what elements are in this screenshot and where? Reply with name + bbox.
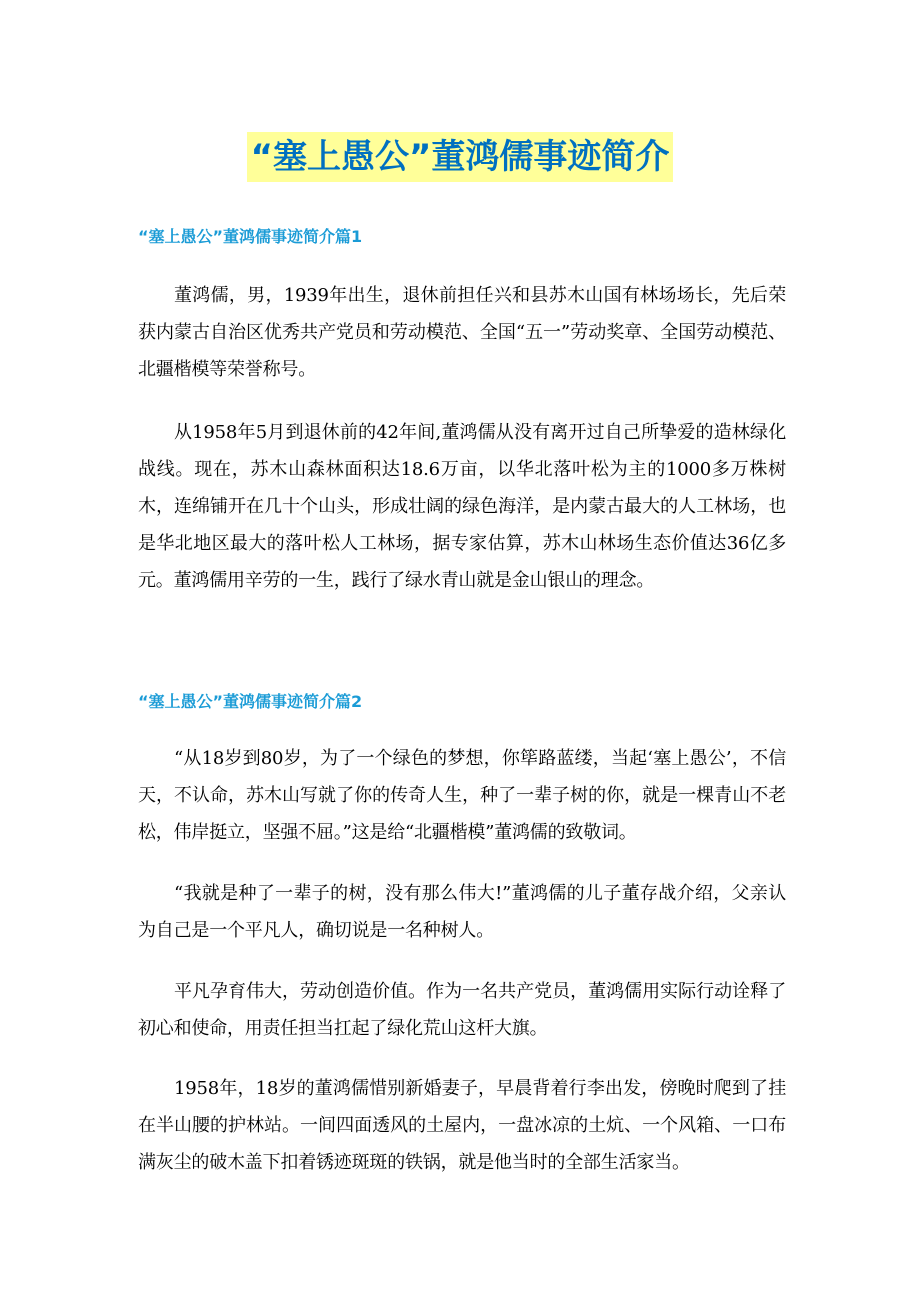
paragraph: 平凡孕育伟大，劳动创造价值。作为一名共产党员，董鸿儒用实际行动诠释了初心和使命，用责任担当扛起了绿化荒山这杆大旗。	[138, 981, 786, 1039]
paragraph: 1958年，18岁的董鸿儒惜别新婚妻子，早晨背着行李出发，傍晚时爬到了挂在半山腰的护林站。一间四面透风的土屋内，一盘冰凉的土炕、一个风箱、一口布满灰尘的破木盖下扣着锈迹斑斑的铁锅，就是他当时的全部生活家当。	[138, 1078, 786, 1173]
paragraph: “我就是种了一辈子的树，没有那么伟大!”董鸿儒的儿子董存战介绍，父亲认为自己是一个平凡人，确切说是一名种树人。	[138, 883, 786, 941]
paragraph: 董鸿儒，男，1939年出生，退休前担任兴和县苏木山国有林场场长，先后荣获内蒙古自治区优秀共产党员和劳动模范、全国“五一”劳动奖章、全国劳动模范、北疆楷模等荣誉称号。	[138, 285, 786, 380]
paragraph: “从18岁到80岁，为了一个绿色的梦想，你筚路蓝缕，当起‘塞上愚公’，不信天，不认命，苏木山写就了你的传奇人生，种了一辈子树的你，就是一棵青山不老松，伟岸挺立，坚强不屈。”这是给“北疆楷模”董鸿儒的致敬词。	[138, 748, 786, 843]
paragraph: 从1958年5月到退休前的42年间,董鸿儒从没有离开过自己所挚爱的造林绿化战线。现在，苏木山森林面积达18.6万亩，以华北落叶松为主的1000多万株树木，连绵铺开在几十个山头，形成壮阔的绿色海洋，是内蒙古最大的人工林场，也是华北地区最大的落叶松人工林场，据专家估算，苏木山林场生态价值达36亿多元。董鸿儒用辛劳的一生，践行了绿水青山就是金山银山的理念。	[138, 422, 786, 591]
section-heading: “塞上愚公”董鸿儒事迹简介篇2	[138, 692, 363, 711]
section-1	[138, 225, 786, 591]
section-2	[138, 690, 786, 1173]
section-heading: “塞上愚公”董鸿儒事迹简介篇1	[138, 227, 363, 246]
document-title: “塞上愚公”董鸿儒事迹简介	[247, 132, 674, 182]
title-container	[0, 132, 920, 182]
